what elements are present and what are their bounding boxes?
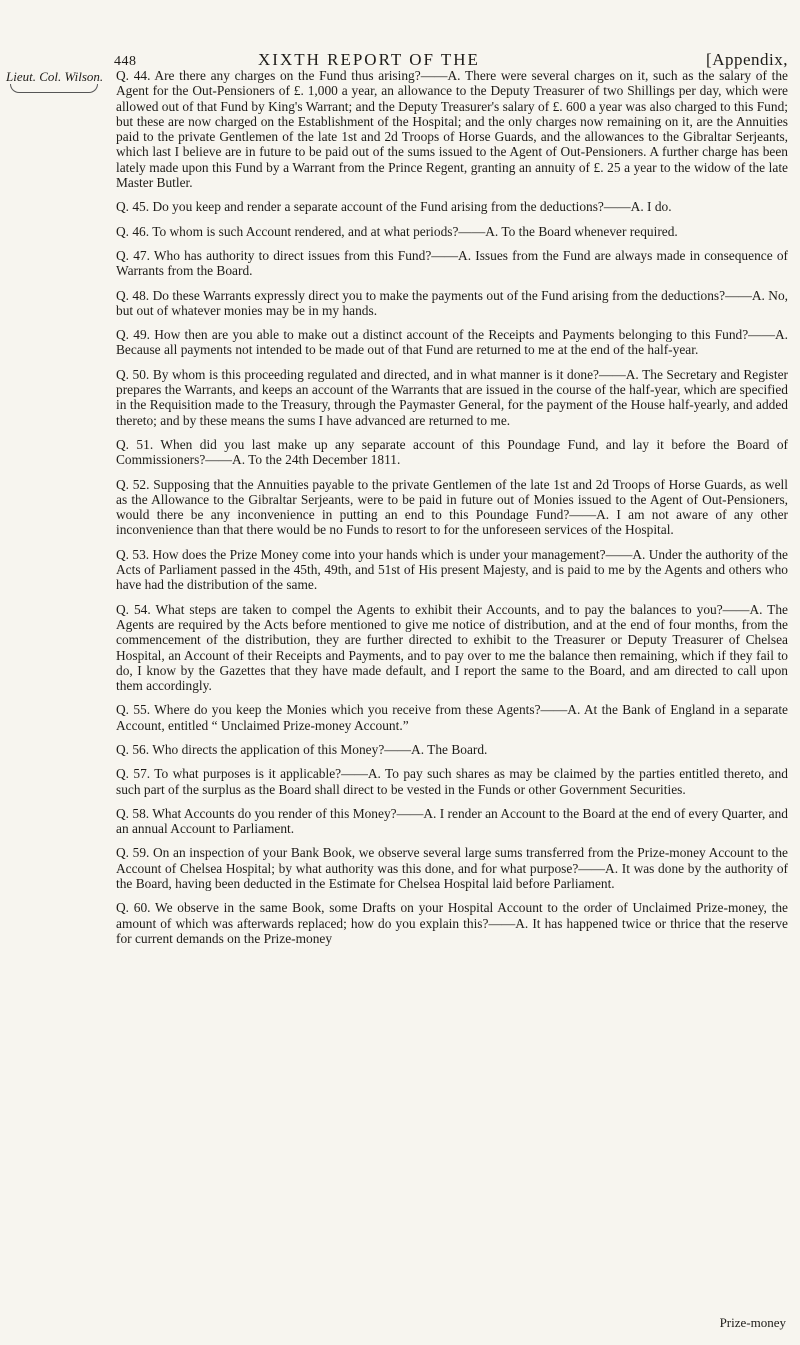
question-number: Q. 60.: [116, 900, 151, 916]
appendix-label: [Appendix,: [706, 50, 788, 69]
question-answer-text: How then are you able to make out a distinct account of the Receipts and Payments belonging to this Fund?——A. Because all payments not intended to be made out of that Fund are returned to me at the end of the half-year.: [116, 327, 788, 358]
question-answer-text: Do you keep and render a separate account of the Fund arising from the deductions?——A. I do.: [152, 199, 672, 215]
question-number: Q. 44.: [116, 68, 151, 83]
question-answer-text: To what purposes is it applicable?——A. To pay such shares as may be claimed by the parties entitled thereto, and such part of the surplus as the Board shall direct to be vested in the Funds or other Government Securities.: [116, 766, 788, 797]
question-number: Q. 46.: [116, 223, 150, 239]
question-number: Q. 58.: [116, 805, 150, 821]
qa-item: [116, 68, 788, 190]
question-answer-text: What steps are taken to compel the Agents to exhibit their Accounts, and to pay the balances to you?——A. The Agents are required by the Acts before mentioned to give me notice of distribution, and at the end of four months, from the commencement of the distribution, they are further directed to exhibit to the Treasurer or Deputy Treasurer of Chelsea Hospital, an Account of their Receipts and Payments, and to pay over to me the balance then remaining, which if they fail to do, I know by the Gazettes that they have made default, and I report the same to the Board, and am directed to call upon them accordingly.: [116, 601, 789, 694]
question-answer-text: To whom is such Account rendered, and at what periods?——A. To the Board whenever required.: [152, 223, 678, 239]
qa-item: [116, 477, 788, 538]
qa-item: [116, 845, 788, 891]
question-number: Q. 45.: [116, 199, 150, 215]
question-answer-text: When did you last make up any separate account of this Poundage Fund, and lay it before the Board of Commissioners?——A. To the 24th December 1811.: [116, 436, 788, 468]
question-answer-text: By whom is this proceeding regulated and directed, and in what manner is it done?——A. The Secretary and Register prepares the Warrants, and keeps an account of the Warrants that are issued in the course of the half-year, which are specified in the Requisition made to the Treasury, through the Paymaster General, for the payment of the House half-yearly, and added thereto; and by these means the sums I have advanced are returned to me.: [116, 366, 788, 428]
qa-item: [116, 437, 788, 468]
question-number: Q. 51.: [116, 436, 154, 452]
witness-margin-note: Lieut. Col. Wilson.: [6, 69, 104, 84]
question-number: Q. 47.: [116, 247, 150, 263]
question-number: Q. 57.: [116, 766, 151, 782]
qa-item: [116, 702, 788, 733]
qa-item: [116, 367, 788, 428]
question-number: Q. 50.: [116, 366, 150, 382]
qa-item: [116, 327, 788, 358]
margin-brace: [10, 84, 98, 93]
catchword: Prize-money: [719, 1315, 786, 1330]
qa-item: [116, 547, 788, 593]
page-number: 448: [114, 54, 137, 69]
question-answer-text: Supposing that the Annuities payable to the private Gentlemen of the late 1st and 2d Troops of Horse Guards, as well as the Allowance to the Gibraltar Serjeants, were to be paid in future out of Monies issued to the Agent of Out-Pensioners, would there be any inconvenience in putting an end to this Poundage Fund?——A. I am not aware of any other inconvenience than that there would be no Funds to resort to for the unforeseen services of the Hospital.: [116, 476, 788, 538]
qa-item: [116, 602, 788, 694]
qa-item: [116, 224, 788, 239]
question-number: Q. 55.: [116, 702, 151, 718]
qa-item: [116, 806, 788, 837]
question-number: Q. 54.: [116, 601, 151, 617]
question-answer-text: Where do you keep the Monies which you receive from these Agents?——A. At the Bank of England in a separate Account, entitled “ Unclaimed Prize-money Account.”: [116, 702, 788, 733]
question-number: Q. 49.: [116, 327, 151, 343]
question-answer-text: Who has authority to direct issues from this Fund?——A. Issues from the Fund are always made in consequence of Warrants from the Board.: [116, 247, 788, 279]
question-answer-text: Do these Warrants expressly direct you to make the payments out of the Fund arising from the deductions?——A. No, but out of whatever monies may be in my hands.: [116, 287, 788, 318]
question-answer-text: Who directs the application of this Money?——A. The Board.: [152, 741, 488, 757]
question-number: Q. 52.: [116, 476, 150, 492]
question-number: Q. 59.: [116, 845, 150, 861]
qa-item: [116, 248, 788, 279]
qa-item: [116, 288, 788, 319]
question-answer-text: How does the Prize Money come into your hands which is under your management?——A. Under the authority of the Acts of Parliament passed in the 45th, 49th, and 51st of His present Majesty, and is paid to me by the Agents and others who have had the distribution of the same.: [116, 546, 788, 593]
question-number: Q. 53.: [116, 546, 150, 562]
report-title: XIXTH REPORT OF THE: [258, 50, 480, 69]
question-number: Q. 56.: [116, 741, 150, 757]
qa-body: [116, 68, 788, 955]
question-answer-text: On an inspection of your Bank Book, we observe several large sums transferred from the Prize-money Account to the Account of Chelsea Hospital; by what authority was this done, and for what purpose?——A. It was done by the authority of the Board, having been deducted in the Estimate for Chelsea Hospital laid before Parliament.: [116, 845, 788, 892]
question-answer-text: What Accounts do you render of this Money?——A. I render an Account to the Board at the end of every Quarter, and an annual Account to Parliament.: [116, 805, 789, 837]
question-answer-text: We observe in the same Book, some Drafts on your Hospital Account to the order of Unclaimed Prize-money, the amount of which was afterwards replaced; how do you explain this?——A. It has happened twice or thrice that the reserve for current demands on the Prize-money: [116, 900, 788, 946]
question-answer-text: Are there any charges on the Fund thus arising?——A. There were several charges on it, such as the salary of the Agent for the Out-Pensioners of £. 1,000 a year, an allowance to the Deputy Treasurer of two Shillings per day, which were allowed out of that Fund by King's Warrant; and the Deputy Treasurer's salary of £. 600 a year was also charged to this Fund; but these are now charged on the Establishment of the Hospital; and the only charges now remaining on it, are the Annuities paid to the private Gentlemen of the late 1st and 2d Troops of Horse Guards, and the allowances to the Gibraltar Serjeants, which last I believe are in future to be paid out of the sums issued to the Agent of Out-Pensioners. A further charge has been lately made upon this Fund by a Warrant from the Prince Regent, granting an annuity of £. 25 a year to the widow of the late Master Butler.: [116, 68, 789, 191]
qa-item: [116, 900, 788, 946]
question-number: Q. 48.: [116, 287, 150, 303]
qa-item: [116, 199, 788, 214]
qa-item: [116, 766, 788, 797]
qa-item: [116, 742, 788, 757]
